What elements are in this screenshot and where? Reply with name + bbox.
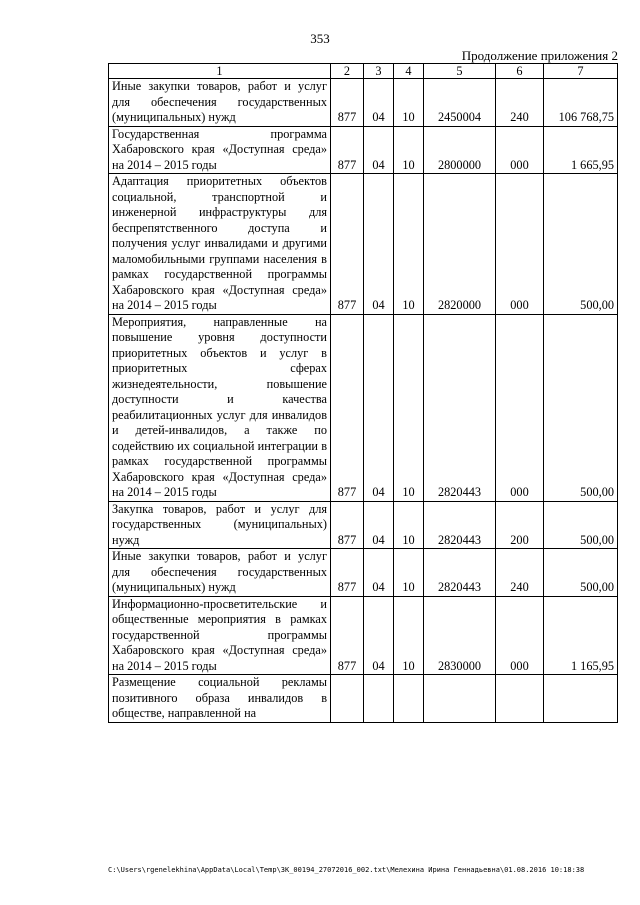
row-type-cell (496, 675, 544, 723)
row-target-cell (424, 675, 496, 723)
row-subsection-cell: 10 (394, 596, 424, 675)
row-section-cell: 04 (364, 549, 394, 597)
table-row (109, 314, 618, 501)
header-cell: 2 (331, 64, 364, 79)
row-subsection-cell: 10 (394, 126, 424, 174)
row-type-cell: 000 (496, 174, 544, 315)
row-amount-cell: 1 665,95 (544, 126, 618, 174)
row-amount-cell: 500,00 (544, 314, 618, 501)
row-name-cell: Мероприятия, направленные на повышение уровня доступности приоритетных объектов и услуг в приоритетных сферах жизнедеятельности, повышение доступности и качества реабилитационных услуг для инвалидов и детей-инвалидов, а также по содействию их социальной интеграции в рамках государственной программы Хабаровского края «Доступная среда» на 2014 – 2015 годы (109, 314, 331, 501)
row-section-cell: 04 (364, 596, 394, 675)
header-cell: 4 (394, 64, 424, 79)
row-type-cell: 240 (496, 79, 544, 127)
page-number: 353 (310, 31, 330, 46)
row-type-cell: 000 (496, 596, 544, 675)
row-type-cell: 240 (496, 549, 544, 597)
row-subsection-cell: 10 (394, 501, 424, 549)
row-amount-cell: 1 165,95 (544, 596, 618, 675)
row-code-cell: 877 (331, 79, 364, 127)
table-row (109, 675, 618, 723)
budget-table (108, 63, 618, 723)
row-name-cell: Информационно-просветительские и общественные мероприятия в рамках государственной программы Хабаровского края «Доступная среда» на 2014 – 2015 годы (109, 596, 331, 675)
row-amount-cell: 500,00 (544, 549, 618, 597)
row-type-cell: 000 (496, 314, 544, 501)
row-code-cell: 877 (331, 314, 364, 501)
row-section-cell: 04 (364, 126, 394, 174)
row-code-cell: 877 (331, 549, 364, 597)
row-target-cell: 2800000 (424, 126, 496, 174)
row-name-cell: Иные закупки товаров, работ и услуг для обеспечения государственных (муниципальных) нужд (109, 79, 331, 127)
row-type-cell: 200 (496, 501, 544, 549)
header-cell: 6 (496, 64, 544, 79)
table-row (109, 501, 618, 549)
row-name-cell: Государственная программа Хабаровского края «Доступная среда» на 2014 – 2015 годы (109, 126, 331, 174)
row-target-cell: 2450004 (424, 79, 496, 127)
header-cell: 3 (364, 64, 394, 79)
row-amount-cell: 106 768,75 (544, 79, 618, 127)
table-header-row (109, 64, 618, 79)
table-row (109, 126, 618, 174)
header-cell: 1 (109, 64, 331, 79)
row-name-cell: Иные закупки товаров, работ и услуг для обеспечения государственных (муниципальных) нужд (109, 549, 331, 597)
row-target-cell: 2830000 (424, 596, 496, 675)
row-amount-cell: 500,00 (544, 501, 618, 549)
row-type-cell: 000 (496, 126, 544, 174)
row-section-cell (364, 675, 394, 723)
row-subsection-cell: 10 (394, 314, 424, 501)
row-subsection-cell: 10 (394, 549, 424, 597)
row-target-cell: 2820443 (424, 501, 496, 549)
row-subsection-cell: 10 (394, 174, 424, 315)
header-cell: 7 (544, 64, 618, 79)
row-section-cell: 04 (364, 314, 394, 501)
table-row (109, 596, 618, 675)
continuation-label: Продолжение приложения 2 (461, 48, 618, 63)
row-section-cell: 04 (364, 79, 394, 127)
row-name-cell: Адаптация приоритетных объектов социальной, транспортной и инженерной инфраструктуры для беспрепятственного доступа и получения услуг инвалидами и другими маломобильными группами населения в рамках государственной программы Хабаровского края «Доступная среда» на 2014 – 2015 годы (109, 174, 331, 315)
row-target-cell: 2820443 (424, 549, 496, 597)
row-code-cell: 877 (331, 501, 364, 549)
row-amount-cell (544, 675, 618, 723)
row-name-cell: Закупка товаров, работ и услуг для государственных (муниципальных) нужд (109, 501, 331, 549)
header-cell: 5 (424, 64, 496, 79)
row-section-cell: 04 (364, 501, 394, 549)
row-target-cell: 2820443 (424, 314, 496, 501)
row-subsection-cell (394, 675, 424, 723)
row-target-cell: 2820000 (424, 174, 496, 315)
table-row (109, 549, 618, 597)
row-section-cell: 04 (364, 174, 394, 315)
row-code-cell (331, 675, 364, 723)
row-name-cell: Размещение социальной рекламы позитивного образа инвалидов в обществе, направленной на (109, 675, 331, 723)
row-code-cell: 877 (331, 596, 364, 675)
row-code-cell: 877 (331, 126, 364, 174)
row-amount-cell: 500,00 (544, 174, 618, 315)
file-path-footer: C:\Users\rgenelekhina\AppData\Local\Temp\ЗК_00194_27072016_002.txt\Мелехина Ирина Геннадьевна\01.08.2016 10:18:38 (108, 866, 585, 874)
row-code-cell: 877 (331, 174, 364, 315)
row-subsection-cell: 10 (394, 79, 424, 127)
table-row (109, 174, 618, 315)
table-row (109, 79, 618, 127)
